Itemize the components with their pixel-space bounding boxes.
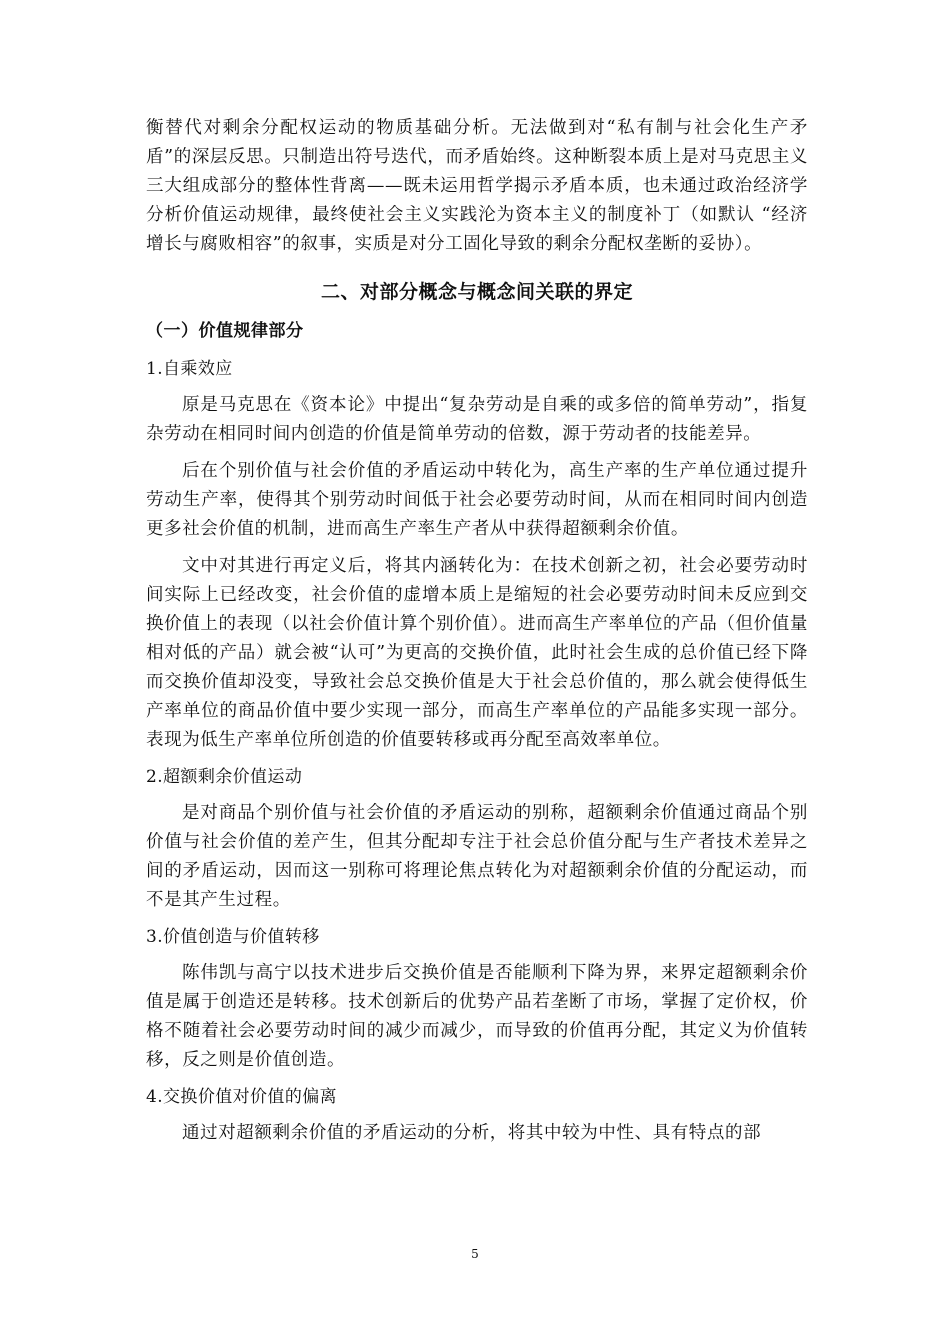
section-title: 二、对部分概念与概念间关联的界定: [320, 281, 633, 303]
body-paragraph: 通过对超额剩余价值的矛盾运动的分析，将其中较为中性、具有特点的部: [182, 1123, 762, 1143]
body-paragraph: 原是马克思在《资本论》中提出“复杂劳动是自乘的或多倍的简单劳动”，指复杂劳动在相同时间内创造的价值是简单劳动的倍数，源于劳动者的技能差异。: [146, 395, 808, 444]
item-4: [146, 1083, 808, 1148]
item-3: [146, 923, 808, 1075]
item-2: [146, 763, 808, 915]
page-number: 5: [471, 1247, 479, 1261]
intro-paragraph: 衡替代对剩余分配权运动的物质基础分析。无法做到对“私有制与社会化生产矛盾”的深层反思。只制造出符号迭代，而矛盾始终。这种断裂本质上是对马克思主义三大组成部分的整体性背离——既未运用哲学揭示矛盾本质，也未通过政治经济学分析价值运动规律，最终使社会主义实践沦为资本主义的制度补丁（如默认 “经济增长与腐败相容”的叙事，实质是对分工固化导致的剩余分配权垄断的妥协）。: [146, 118, 808, 254]
item-heading: 4.交换价值对价值的偏离: [146, 1087, 338, 1107]
item-heading: 1.自乘效应: [146, 359, 233, 379]
body-paragraph: 是对商品个别价值与社会价值的矛盾运动的别称，超额剩余价值通过商品个别价值与社会价值的差产生，但其分配却专注于社会总价值分配与生产者技术差异之间的矛盾运动，因而这一别称可将理论焦点转化为对超额剩余价值的分配运动，而不是其产生过程。: [146, 803, 808, 910]
item-heading: 2.超额剩余价值运动: [146, 767, 303, 787]
body-paragraph: 后在个别价值与社会价值的矛盾运动中转化为，高生产率的生产单位通过提升劳动生产率，使得其个别劳动时间低于社会必要劳动时间，从而在相同时间内创造更多社会价值的机制，进而高生产率生产者从中获得超额剩余价值。: [146, 461, 808, 539]
page-content: [146, 114, 808, 1148]
body-paragraph: 陈伟凯与高宁以技术进步后交换价值是否能顺利下降为界，来界定超额剩余价值是属于创造还是转移。技术创新后的优势产品若垄断了市场，掌握了定价权，价格不随着社会必要劳动时间的减少而减少，而导致的价值再分配，其定义为价值转移，反之则是价值创造。: [146, 963, 808, 1070]
item-heading: 3.价值创造与价值转移: [146, 927, 320, 947]
body-paragraph: 文中对其进行再定义后，将其内涵转化为：在技术创新之初，社会必要劳动时间实际上已经改变，社会价值的虚增本质上是缩短的社会必要劳动时间未反应到交换价值上的表现（以社会价值计算个别价值）。进而高生产率单位的产品（但价值量相对低的产品）就会被“认可”为更高的交换价值，此时社会生成的总价值已经下降而交换价值却没变，导致社会总交换价值是大于社会总价值的，那么就会使得低生产率单位的商品价值中要少实现一部分，而高生产率单位的产品能多实现一部分。表现为低生产率单位所创造的价值要转移或再分配至高效率单位。: [146, 556, 808, 750]
item-1: [146, 355, 808, 755]
subsection-title: （一）价值规律部分: [146, 321, 304, 341]
